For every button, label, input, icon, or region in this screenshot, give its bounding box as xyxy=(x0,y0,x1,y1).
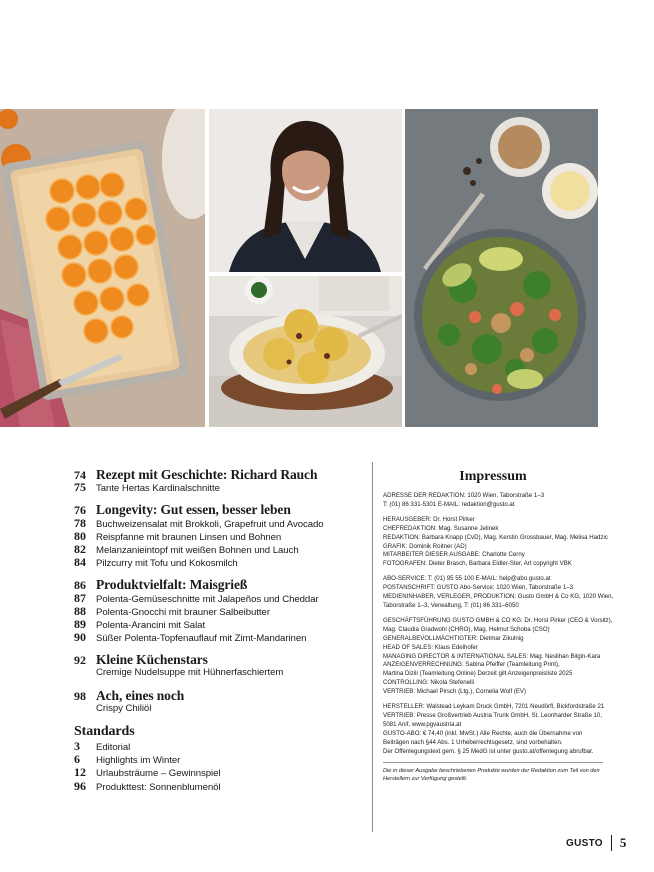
toc-section-title: Produktvielfalt: Maisgrieß xyxy=(96,577,248,593)
impressum-line: HEAD OF SALES: Klaus Edelhofer xyxy=(383,643,478,651)
toc-page-number: 84 xyxy=(74,555,86,570)
toc-section-heading[interactable] xyxy=(74,578,364,591)
toc-item[interactable] xyxy=(74,481,364,494)
impressum-line: POSTANSCHRIFT: GUSTO Abo-Service; 1020 Wien, Taborstraße 1–3 xyxy=(383,584,573,592)
toc-section-heading[interactable] xyxy=(74,468,364,481)
toc-page-number: 88 xyxy=(74,603,86,618)
impressum-line: GESCHÄFTSFÜHRUNG GUSTO GMBH & CO KG: Dr. Horst Pirker (CEO & Vorsitz), xyxy=(383,616,613,624)
impressum-line: FOTOGRAFEN: Dieter Brasch, Barbara Eidler-Ster, Art copyright VBK xyxy=(383,560,572,568)
impressum-line: Taborstraße 1–3, Verwaltung, T: (01) 86 331–6050 xyxy=(383,601,519,609)
toc-item[interactable] xyxy=(74,753,364,766)
toc-item[interactable] xyxy=(74,780,364,793)
impressum-line: HERSTELLER: Walstead Leykam Druck GmbH, 7201 Neudörfl, Bickfordstraße 21 xyxy=(383,703,605,711)
toc-standards-title: Standards xyxy=(74,724,135,739)
toc-item-title: Süßer Polenta-Topfenauflauf mit Zimt-Mandarinen xyxy=(96,633,307,645)
toc-item-title: Crispy Chiliöl xyxy=(96,702,152,714)
impressum-line: Martina Dizili (Teamleitung Online) Derzeit gilt Anzeigenpreisliste 2025 xyxy=(383,670,573,678)
toc-page-number: 82 xyxy=(74,541,86,556)
toc-item-title: Produkttest: Sonnenblumenöl xyxy=(96,781,221,793)
toc-section xyxy=(74,468,364,494)
toc-item[interactable] xyxy=(74,631,364,644)
impressum-paragraph xyxy=(383,515,608,569)
impressum-line: T: (01) 86 331-5301 E-MAIL: redaktion@gusto.at xyxy=(383,500,515,508)
toc-item-title: Reispfanne mit braunen Linsen und Bohnen xyxy=(96,531,282,543)
toc-page-number: 96 xyxy=(74,778,86,793)
impressum-line: HERAUSGEBER: Dr. Horst Pirker xyxy=(383,515,475,523)
impressum-line: REDAKTION: Barbara Knapp (CvD), Mag. Kerstin Grossbauer, Mag. Melisa Hadzic xyxy=(383,533,608,541)
magazine-logo: GUSTO xyxy=(566,837,603,849)
toc-item[interactable] xyxy=(74,605,364,618)
toc-item[interactable] xyxy=(74,517,364,530)
toc-section xyxy=(74,503,364,569)
footer-separator xyxy=(611,835,612,851)
column-divider xyxy=(372,462,373,832)
toc-section xyxy=(74,578,364,644)
toc-page-number: 3 xyxy=(74,739,80,753)
toc-item[interactable] xyxy=(74,702,364,715)
toc-item-title: Cremige Nudelsuppe mit Hühnerfaschiertem xyxy=(96,667,284,679)
toc-item[interactable] xyxy=(74,618,364,631)
impressum-paragraph xyxy=(383,703,603,756)
toc-page-number: 86 xyxy=(74,578,86,593)
impressum-line: CONTROLLING: Nikola Stefenelli xyxy=(383,679,475,687)
impressum xyxy=(383,468,614,783)
impressum-line: ANZEIGENVERRECHNUNG: Sabina Pfeiffer (Teamleitung Print), xyxy=(383,661,560,669)
toc-item[interactable] xyxy=(74,766,364,779)
impressum-line: CHEFREDAKTION: Mag. Susanne Jelinek xyxy=(383,524,499,532)
toc-page-number: 74 xyxy=(74,468,86,482)
toc-page-number: 98 xyxy=(74,688,86,703)
toc-page-number: 80 xyxy=(74,528,86,543)
impressum-line: VERTRIEB: Michael Pirsch (Ltg.), Cornelia Wolf (EV) xyxy=(383,688,527,696)
impressum-line: MANAGING DIRECTOR & INTERNATIONAL SALES: Mag. Neslihan Bilgin-Kara xyxy=(383,652,601,660)
toc-section xyxy=(74,689,364,715)
impressum-note-line: Herstellern zur Verfügung gestellt. xyxy=(383,776,468,783)
impressum-line: ADRESSE DER REDAKTION: 1020 Wien, Taborstraße 1–3 xyxy=(383,492,545,499)
page-footer xyxy=(566,834,626,852)
photo-mandarin-casserole xyxy=(0,109,205,427)
toc-item[interactable] xyxy=(74,530,364,543)
toc-section-heading[interactable] xyxy=(74,503,364,516)
photo-buckwheat-salad xyxy=(405,109,598,427)
impressum-note xyxy=(383,762,603,783)
impressum-line: Beiträgen nach §44 Abs. 1 Urheberrechtsgesetz, sind vorbehalten. xyxy=(383,738,563,746)
toc-item-title: Polenta-Arancini mit Salat xyxy=(96,619,206,631)
impressum-paragraph xyxy=(383,616,613,697)
impressum-line: ABO-SERVICE: T: (01) 95 55 100 E-MAIL: help@abo.gusto.at xyxy=(383,575,551,583)
impressum-title: Impressum xyxy=(459,469,527,484)
toc-item[interactable] xyxy=(74,556,364,569)
photo-polenta-gnocchi xyxy=(209,276,402,427)
toc-section-title: Ach, eines noch xyxy=(96,687,185,703)
impressum-line: Der Offenlegungstext gem. § 25 MedG ist unter gusto.at/offenlegung abrufbar. xyxy=(383,747,594,755)
table-of-contents xyxy=(74,468,364,802)
toc-page-number: 89 xyxy=(74,616,86,631)
toc-item-title: Pilzcurry mit Tofu und Kokosmilch xyxy=(96,558,238,570)
toc-section-title: Kleine Küchenstars xyxy=(96,652,208,668)
toc-item-title: Polenta-Gemüseschnitte mit Jalapeños und Cheddar xyxy=(96,593,319,605)
toc-item[interactable] xyxy=(74,740,364,753)
impressum-line: Mag. Claudia Gradwohl (CHRO), Mag. Helmut Schoba (CSO) xyxy=(383,625,550,633)
toc-section xyxy=(74,653,364,679)
toc-page-number: 92 xyxy=(74,653,86,668)
impressum-note-line: Die in dieser Ausgabe beschriebenen Produkte wurden der Redaktion zum Teil von den xyxy=(383,768,600,775)
toc-standards xyxy=(74,724,364,793)
toc-item-title: Tante Hertas Kardinalschnitte xyxy=(96,483,220,495)
impressum-paragraph xyxy=(383,492,603,510)
toc-page-number: 6 xyxy=(74,752,80,767)
impressum-paragraph xyxy=(383,575,614,611)
toc-page-number: 87 xyxy=(74,590,86,605)
toc-item-title: Melanzanieintopf mit weißen Bohnen und Lauch xyxy=(96,544,299,556)
toc-page-number: 75 xyxy=(74,480,86,495)
page-number: 5 xyxy=(619,835,627,850)
photo-portrait xyxy=(209,109,402,272)
toc-page-number: 78 xyxy=(74,515,86,530)
toc-item[interactable] xyxy=(74,592,364,605)
impressum-line: VERTRIEB: Presse Großvertrieb Austria Trunk GmbH, St. Leonharder Straße 10, xyxy=(383,711,603,719)
toc-section-heading[interactable] xyxy=(74,689,364,702)
toc-page-number: 12 xyxy=(74,765,86,780)
toc-section-title: Longevity: Gut essen, besser leben xyxy=(96,502,291,518)
impressum-line: GRAFIK: Dominik Roitner (AD) xyxy=(383,542,467,550)
toc-item-title: Polenta-Gnocchi mit brauner Salbeibutter xyxy=(96,606,270,618)
toc-standards-heading xyxy=(74,724,364,740)
impressum-line: GUSTO-ABO: € 74,40 (inkl. MwSt.) Alle Rechte, auch die Übernahme von xyxy=(383,729,583,737)
impressum-line: GENERALBEVOLLMÄCHTIGTER: Dietmar Zikulnig xyxy=(383,634,524,642)
toc-section-title: Rezept mit Geschichte: Richard Rauch xyxy=(96,467,318,482)
toc-item-title: Urlaubsträume – Gewinnspiel xyxy=(96,768,221,780)
toc-item-title: Highlights im Winter xyxy=(96,755,181,767)
toc-page-number: 90 xyxy=(74,630,86,645)
impressum-line: MITARBEITER DIESER AUSGABE: Charlotte Cerny xyxy=(383,551,525,559)
toc-item-title: Buchweizensalat mit Brokkoli, Grapefruit und Avocado xyxy=(96,518,324,530)
toc-page-number: 76 xyxy=(74,503,86,518)
toc-item[interactable] xyxy=(74,543,364,556)
toc-item-title: Editorial xyxy=(96,742,131,753)
toc-item[interactable] xyxy=(74,666,364,679)
impressum-line: 5081 Anif, www.pgvaustria.at xyxy=(383,720,462,728)
toc-section-heading[interactable] xyxy=(74,653,364,666)
impressum-line: MEDIENINHABER, VERLEGER, PRODUKTION: Gusto GmbH & Co KG, 1020 Wien, xyxy=(383,593,614,601)
